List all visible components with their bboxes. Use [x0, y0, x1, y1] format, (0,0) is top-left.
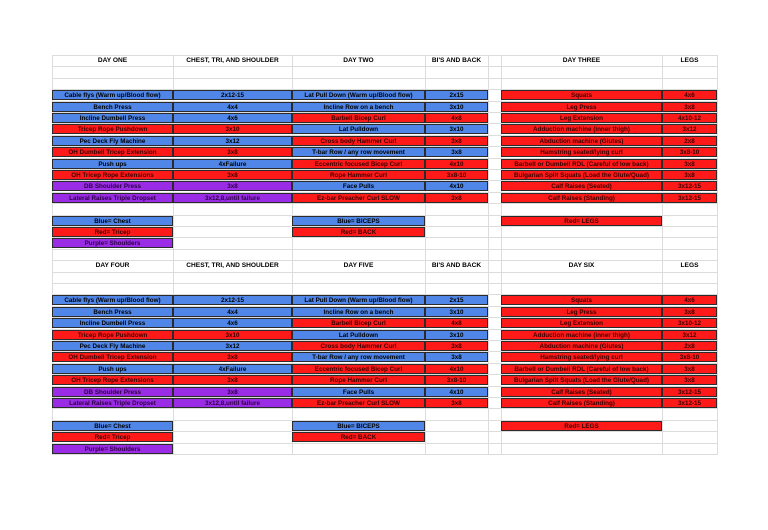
- exercise-name-cell[interactable]: Incline Row on a bench: [292, 307, 425, 317]
- sets-reps-cell[interactable]: 2x8: [662, 341, 717, 351]
- sets-reps-cell[interactable]: 3x10: [425, 124, 488, 134]
- exercise-name-cell[interactable]: Calf Raises (Standing): [501, 398, 662, 408]
- sets-reps-cell[interactable]: 4x10: [425, 159, 488, 169]
- exercise-name-cell[interactable]: Cross body Hammer Curl: [292, 136, 425, 146]
- grid-row-line: [52, 408, 717, 409]
- color-legend-cell[interactable]: Purple= Shoulders: [52, 444, 173, 454]
- sets-reps-cell[interactable]: 3x12: [173, 136, 292, 146]
- sets-reps-cell[interactable]: 3x8-10: [425, 375, 488, 385]
- sets-reps-cell[interactable]: 4x10: [425, 387, 488, 397]
- exercise-name-cell[interactable]: Barbell or Dumbell RDL (Careful of low back): [501, 364, 662, 374]
- sets-reps-cell[interactable]: 4x4: [173, 102, 292, 112]
- sets-reps-cell[interactable]: 2x12-15: [173, 295, 292, 305]
- sets-reps-cell[interactable]: 3x8: [425, 147, 488, 157]
- sets-reps-cell[interactable]: 3x8-10: [425, 170, 488, 180]
- exercise-name-cell[interactable]: Hamstring seated/lying curl: [501, 352, 662, 362]
- sets-reps-cell[interactable]: 3x8: [662, 159, 717, 169]
- workout-spreadsheet: [52, 55, 717, 455]
- sets-reps-cell[interactable]: 3x10: [173, 124, 292, 134]
- sets-reps-cell[interactable]: 3x8: [173, 170, 292, 180]
- grid-row-line: [52, 249, 717, 250]
- exercise-name-cell[interactable]: Eccentric focused Bicep Curl: [292, 364, 425, 374]
- exercise-name-cell[interactable]: Calf Raises (Standing): [501, 193, 662, 203]
- exercise-name-cell[interactable]: Pec Deck Fly Machine: [52, 341, 173, 351]
- sets-reps-cell[interactable]: 3x12-15: [662, 181, 717, 191]
- day-header: DAY THREE: [562, 57, 601, 64]
- group-header: CHEST, TRI, AND SHOULDER: [186, 262, 279, 269]
- color-legend-cell[interactable]: Blue= BICEPS: [292, 216, 425, 226]
- sets-reps-cell[interactable]: 3x10: [173, 330, 292, 340]
- color-legend-cell[interactable]: Red= BACK: [292, 432, 425, 442]
- sets-reps-cell[interactable]: 4xFailure: [173, 159, 292, 169]
- grid-row-line: [52, 283, 717, 284]
- color-legend-cell[interactable]: Purple= Shoulders: [52, 238, 173, 248]
- sets-reps-cell[interactable]: 3x12: [662, 124, 717, 134]
- sets-reps-cell[interactable]: 3x8: [173, 181, 292, 191]
- color-legend-cell[interactable]: Blue= BICEPS: [292, 421, 425, 431]
- exercise-name-cell[interactable]: Tricep Rope Pushdown: [52, 124, 173, 134]
- sets-reps-cell[interactable]: 3x10: [425, 102, 488, 112]
- exercise-name-cell[interactable]: Cable flys (Warm up/Blood flow): [52, 295, 173, 305]
- group-header: LEGS: [680, 262, 699, 269]
- sets-reps-cell[interactable]: 4x10: [425, 181, 488, 191]
- exercise-name-cell[interactable]: Push ups: [52, 159, 173, 169]
- exercise-name-cell[interactable]: OH Dumbell Tricep Extension: [52, 147, 173, 157]
- exercise-name-cell[interactable]: Ez-bar Preacher Curl SLOW: [292, 193, 425, 203]
- color-legend-cell[interactable]: Red= LEGS: [501, 421, 662, 431]
- exercise-name-cell[interactable]: Calf Raises (Seated): [501, 181, 662, 191]
- exercise-name-cell[interactable]: DB Shoulder Press: [52, 387, 173, 397]
- exercise-name-cell[interactable]: Lat Pulldown: [292, 124, 425, 134]
- sets-reps-cell[interactable]: 4x6: [173, 113, 292, 123]
- sets-reps-cell[interactable]: 3x8: [662, 375, 717, 385]
- exercise-name-cell[interactable]: Push ups: [52, 364, 173, 374]
- sets-reps-cell[interactable]: 2x12-15: [173, 90, 292, 100]
- grid-row-line: [52, 78, 717, 79]
- exercise-name-cell[interactable]: Incline Row on a bench: [292, 102, 425, 112]
- sets-reps-cell[interactable]: 3x12-15: [662, 193, 717, 203]
- exercise-name-cell[interactable]: Bulgarian Split Squats (Load the Glute/Quad): [501, 170, 662, 180]
- sets-reps-cell[interactable]: 3x8: [662, 364, 717, 374]
- sets-reps-cell[interactable]: 3x8-10: [662, 147, 717, 157]
- grid-row-line: [52, 203, 717, 204]
- sets-reps-cell[interactable]: 3x10: [425, 330, 488, 340]
- exercise-name-cell[interactable]: Squats: [501, 295, 662, 305]
- exercise-name-cell[interactable]: OH Tricep Rope Extensions: [52, 170, 173, 180]
- color-legend-cell[interactable]: Red= Tricep: [52, 432, 173, 442]
- exercise-name-cell[interactable]: Barbell Bicep Curl: [292, 318, 425, 328]
- grid-row-line: [52, 66, 717, 67]
- grid-column-line: [488, 55, 489, 455]
- exercise-name-cell[interactable]: Face Pulls: [292, 387, 425, 397]
- color-legend-cell[interactable]: Blue= Chest: [52, 216, 173, 226]
- sets-reps-cell[interactable]: 3x12: [173, 341, 292, 351]
- group-header: BI'S AND BACK: [431, 57, 482, 64]
- sets-reps-cell[interactable]: 4x6: [173, 318, 292, 328]
- exercise-name-cell[interactable]: Eccentric focused Bicep Curl: [292, 159, 425, 169]
- group-header: LEGS: [680, 57, 699, 64]
- sets-reps-cell[interactable]: 2x15: [425, 90, 488, 100]
- exercise-name-cell[interactable]: Hamstring seated/lying curl: [501, 147, 662, 157]
- sets-reps-cell[interactable]: 3x12,8,until failure: [173, 193, 292, 203]
- sets-reps-cell[interactable]: 3x8: [425, 193, 488, 203]
- exercise-name-cell[interactable]: Adduction machine (inner thigh): [501, 330, 662, 340]
- sets-reps-cell[interactable]: 4x6: [662, 90, 717, 100]
- exercise-name-cell[interactable]: Leg Extension: [501, 113, 662, 123]
- sets-reps-cell[interactable]: 3x8: [173, 352, 292, 362]
- sets-reps-cell[interactable]: 3x8: [173, 375, 292, 385]
- exercise-name-cell[interactable]: Barbell Bicep Curl: [292, 113, 425, 123]
- exercise-name-cell[interactable]: Ez-bar Preacher Curl SLOW: [292, 398, 425, 408]
- exercise-name-cell[interactable]: Bench Press: [52, 102, 173, 112]
- exercise-name-cell[interactable]: Pec Deck Fly Machine: [52, 136, 173, 146]
- exercise-name-cell[interactable]: Lat Pull Down (Warm up/Blood flow): [292, 90, 425, 100]
- exercise-name-cell[interactable]: Adduction machine (inner thigh): [501, 124, 662, 134]
- day-header: DAY ONE: [97, 57, 128, 64]
- exercise-name-cell[interactable]: Incline Dumbell Press: [52, 318, 173, 328]
- exercise-name-cell[interactable]: Squats: [501, 90, 662, 100]
- day-header: DAY SIX: [568, 262, 595, 269]
- color-legend-cell[interactable]: Red= LEGS: [501, 216, 662, 226]
- sets-reps-cell[interactable]: 4x6: [662, 295, 717, 305]
- exercise-name-cell[interactable]: Calf Raises (Seated): [501, 387, 662, 397]
- exercise-name-cell[interactable]: T-bar Row / any row movement: [292, 147, 425, 157]
- grid-column-line: [717, 55, 718, 455]
- day-header: DAY FOUR: [95, 262, 130, 269]
- color-legend-cell[interactable]: Blue= Chest: [52, 421, 173, 431]
- sets-reps-cell[interactable]: 3x8: [173, 147, 292, 157]
- exercise-name-cell[interactable]: Barbell or Dumbell RDL (Careful of low back): [501, 159, 662, 169]
- exercise-name-cell[interactable]: Leg Press: [501, 307, 662, 317]
- group-header: BI'S AND BACK: [431, 262, 482, 269]
- exercise-name-cell[interactable]: Lateral Raises Triple Dropset: [52, 398, 173, 408]
- exercise-name-cell[interactable]: Leg Extension: [501, 318, 662, 328]
- exercise-name-cell[interactable]: Cable flys (Warm up/Blood flow): [52, 90, 173, 100]
- day-header: DAY FIVE: [343, 262, 374, 269]
- exercise-name-cell[interactable]: Bench Press: [52, 307, 173, 317]
- sets-reps-cell[interactable]: 4x10-12: [662, 113, 717, 123]
- exercise-name-cell[interactable]: Rope Hammer Curl: [292, 375, 425, 385]
- sets-reps-cell[interactable]: 4x10: [425, 364, 488, 374]
- sets-reps-cell[interactable]: 3x12-15: [662, 387, 717, 397]
- exercise-name-cell[interactable]: Tricep Rope Pushdown: [52, 330, 173, 340]
- exercise-name-cell[interactable]: Abduction machine (Glutes): [501, 136, 662, 146]
- day-header: DAY TWO: [343, 57, 374, 64]
- group-header: CHEST, TRI, AND SHOULDER: [186, 57, 279, 64]
- sets-reps-cell[interactable]: 4x8: [425, 113, 488, 123]
- grid-row-line: [52, 272, 717, 273]
- sets-reps-cell[interactable]: 3x12,8,until failure: [173, 398, 292, 408]
- exercise-name-cell[interactable]: Face Pulls: [292, 181, 425, 191]
- sets-reps-cell[interactable]: 3x8-10: [662, 352, 717, 362]
- exercise-name-cell[interactable]: Incline Dumbell Press: [52, 113, 173, 123]
- grid-row-line: [52, 454, 717, 455]
- sets-reps-cell[interactable]: 3x8: [173, 387, 292, 397]
- exercise-name-cell[interactable]: Lat Pulldown: [292, 330, 425, 340]
- sets-reps-cell[interactable]: 2x8: [662, 136, 717, 146]
- sets-reps-cell[interactable]: 2x15: [425, 295, 488, 305]
- exercise-name-cell[interactable]: OH Tricep Rope Extensions: [52, 375, 173, 385]
- sets-reps-cell[interactable]: 3x12-15: [662, 398, 717, 408]
- sets-reps-cell[interactable]: 4x4: [173, 307, 292, 317]
- exercise-name-cell[interactable]: OH Dumbell Tricep Extension: [52, 352, 173, 362]
- exercise-name-cell[interactable]: T-bar Row / any row movement: [292, 352, 425, 362]
- sets-reps-cell[interactable]: 3x8: [662, 102, 717, 112]
- exercise-name-cell[interactable]: Rope Hammer Curl: [292, 170, 425, 180]
- sets-reps-cell[interactable]: 3x8: [425, 136, 488, 146]
- exercise-name-cell[interactable]: Lateral Raises Triple Dropset: [52, 193, 173, 203]
- sets-reps-cell[interactable]: 3x8: [662, 170, 717, 180]
- exercise-name-cell[interactable]: Cross body Hammer Curl: [292, 341, 425, 351]
- sets-reps-cell[interactable]: 3x12: [662, 330, 717, 340]
- exercise-name-cell[interactable]: Leg Press: [501, 102, 662, 112]
- color-legend-cell[interactable]: Red= BACK: [292, 227, 425, 237]
- sets-reps-cell[interactable]: 4x8: [425, 318, 488, 328]
- sets-reps-cell[interactable]: 3x8: [662, 307, 717, 317]
- sets-reps-cell[interactable]: 3x10-12: [662, 318, 717, 328]
- sets-reps-cell[interactable]: 4xFailure: [173, 364, 292, 374]
- color-legend-cell[interactable]: Red= Tricep: [52, 227, 173, 237]
- exercise-name-cell[interactable]: Abduction machine (Glutes): [501, 341, 662, 351]
- sets-reps-cell[interactable]: 3x8: [425, 341, 488, 351]
- exercise-name-cell[interactable]: DB Shoulder Press: [52, 181, 173, 191]
- sets-reps-cell[interactable]: 3x8: [425, 398, 488, 408]
- exercise-name-cell[interactable]: Lat Pull Down (Warm up/Blood flow): [292, 295, 425, 305]
- sets-reps-cell[interactable]: 3x8: [425, 352, 488, 362]
- sets-reps-cell[interactable]: 3x10: [425, 307, 488, 317]
- exercise-name-cell[interactable]: Bulgarian Split Squats (Load the Glute/Quad): [501, 375, 662, 385]
